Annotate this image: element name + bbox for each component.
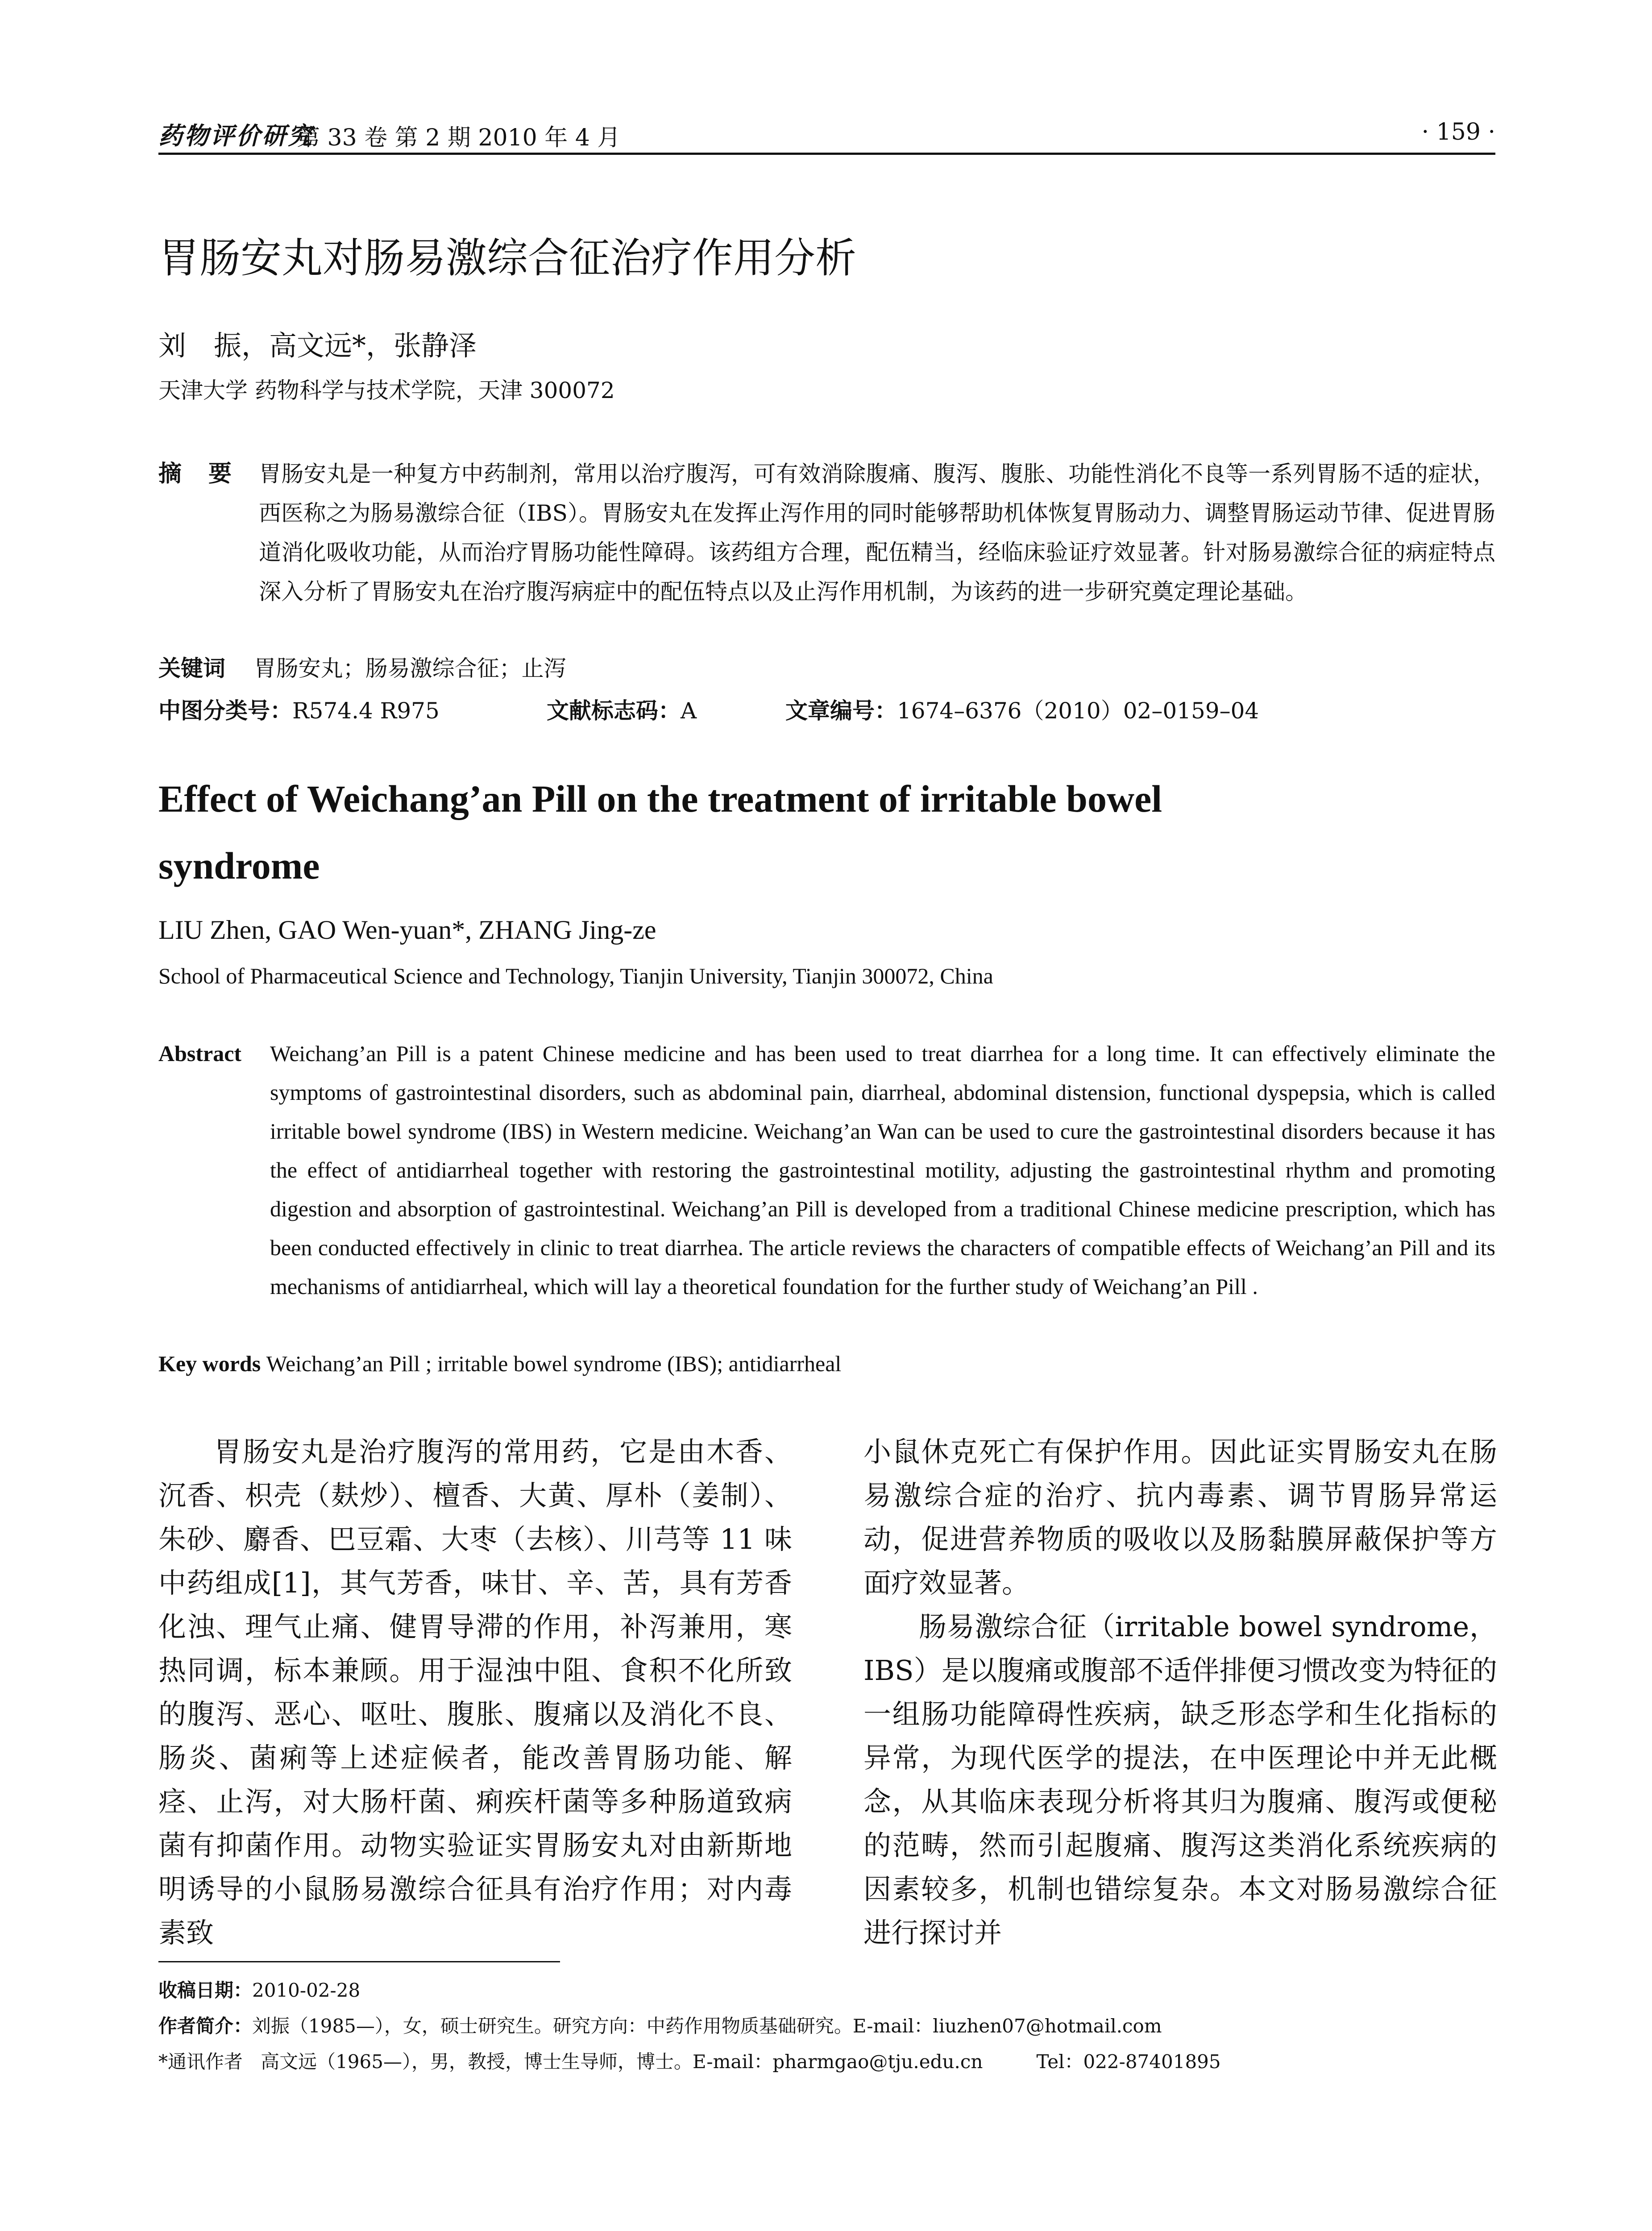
journal-logo: 药物评价研究 bbox=[158, 121, 314, 150]
received-label: 收稿日期： bbox=[158, 1979, 253, 2001]
cn-authors: 刘 振，高文远*，张静泽 bbox=[158, 329, 477, 362]
en-authors: LIU Zhen, GAO Wen-yuan*, ZHANG Jing-ze bbox=[158, 915, 656, 945]
footnote-received bbox=[158, 1976, 360, 2003]
doc-value: A bbox=[681, 698, 697, 724]
body-left-column bbox=[158, 1430, 792, 1955]
cn-affiliation: 天津大学 药物科学与技术学院，天津 300072 bbox=[158, 377, 615, 403]
cn-keywords-label: 关键词 bbox=[158, 655, 225, 681]
footnote-author bbox=[158, 2011, 1162, 2038]
article-value: 1674–6376（2010）02–0159–04 bbox=[897, 698, 1259, 724]
cn-classification bbox=[158, 693, 1495, 724]
en-abstract-text: Weichang’an Pill is a patent Chinese medicine and has been used to treat diarrhea for a long time. It can effectively eliminate the symptoms of gastrointestinal disorders, such as abdominal pain, diarrheal, abdominal distension, functional dyspepsia, which is called irritable bowel syndrome (IBS) in Western medicine. Weichang’an Wan can be used to cure the gastrointestinal disorders because it has the effect of antidiarrheal together with restoring the gastrointestinal motility, adjusting the gastrointestinal rhythm and promoting digestion and absorption of gastrointestinal. Weichang’an Pill is developed from a traditional Chinese medicine prescription, which has been conducted effectively in clinic to treat diarrhea. The article reviews the characters of compatible effects of Weichang’an Pill and its mechanisms of antidiarrheal, which will lay a theoretical foundation for the further study of Weichang’an Pill . bbox=[270, 1041, 1495, 1299]
body-paragraph: 胃肠安丸是治疗腹泻的常用药，它是由木香、沉香、枳壳（麸炒）、檀香、大黄、厚朴（姜制）、朱砂、麝香、巴豆霜、大枣（去核）、川芎等 11 味中药组成[1]，其气芳香，味甘、辛、苦，具有芳香化浊、理气止痛、健胃导滞的作用，补泻兼用，寒热同调，标本兼顾。用于湿浊中阻、食积不化所致的腹泻、恶心、呕吐、腹胀、腹痛以及消化不良、肠炎、菌痢等上述症候者，能改善胃肠功能、解痉、止泻，对大肠杆菌、痢疾杆菌等多种肠道致病菌有抑菌作用。动物实验证实胃肠安丸对由新斯地明诱导的小鼠肠易激综合征具有治疗作用；对内毒素致 bbox=[158, 1435, 792, 1949]
doc-label: 文献标志码： bbox=[547, 698, 681, 724]
en-keywords bbox=[158, 1351, 841, 1377]
cn-keywords bbox=[158, 651, 566, 683]
cn-abstract-label: 摘要 bbox=[158, 460, 259, 487]
corr-label: *通讯作者 bbox=[158, 2051, 243, 2073]
body-paragraph: 肠易激综合征（irritable bowel syndrome，IBS）是以腹痛或腹部不适伴排便习惯改变为特征的一组肠功能障碍性疾病，缺乏形态学和生化指标的异常，为现代医学的提法，在中医理论中并无此概念，从其临床表现分析将其归为腹痛、腹泻或便秘的范畴，然而引起腹痛、腹泻这类消化系统疾病的因素较多，机制也错综复杂。本文对肠易激综合征进行探讨并 bbox=[863, 1610, 1497, 1949]
received-date: 2010-02-28 bbox=[252, 1979, 361, 2001]
author-bio: 刘振（1985—），女，硕士研究生。研究方向：中药作用物质基础研究。E-mail：liuzhen07@hotmail.com bbox=[252, 2015, 1162, 2037]
footnote-corresponding bbox=[158, 2047, 1221, 2074]
issue-info: 第 33 卷 第 2 期 2010 年 4 月 bbox=[297, 124, 621, 151]
en-abstract bbox=[158, 1034, 1495, 1342]
footnote-divider bbox=[158, 1961, 560, 1962]
en-keywords-text: Weichang’an Pill ; irritable bowel syndrome (IBS); antidiarrheal bbox=[266, 1351, 842, 1376]
running-header bbox=[158, 117, 1495, 155]
page-number: · 159 · bbox=[1421, 119, 1495, 145]
en-keywords-label: Key words bbox=[158, 1351, 261, 1376]
corr-tel: Tel：022-87401895 bbox=[1036, 2051, 1221, 2073]
body-right-column bbox=[863, 1430, 1497, 1955]
cn-title: 胃肠安丸对肠易激综合征治疗作用分析 bbox=[158, 234, 857, 282]
article-label: 文章编号： bbox=[785, 698, 897, 724]
en-affiliation: School of Pharmaceutical Science and Technology, Tianjin University, Tianjin 300072, China bbox=[158, 963, 993, 988]
en-abstract-label: Abstract bbox=[158, 1041, 242, 1066]
cn-keywords-text: 胃肠安丸；肠易激综合征；止泻 bbox=[253, 655, 566, 681]
cls-label: 中图分类号： bbox=[158, 698, 292, 724]
cn-abstract bbox=[158, 454, 1495, 651]
corr-info: 高文远（1965—），男，教授，博士生导师，博士。E-mail：pharmgao@tju.edu.cn bbox=[261, 2051, 983, 2073]
en-title: Effect of Weichang’an Pill on the treatment of irritable bowel syndrome bbox=[158, 777, 1162, 887]
body-paragraph: 小鼠休克死亡有保护作用。因此证实胃肠安丸在肠易激综合症的治疗、抗内毒素、调节胃肠异常运动，促进营养物质的吸收以及肠黏膜屏蔽保护等方面疗效显著。 bbox=[863, 1435, 1497, 1599]
cls-value: R574.4 R975 bbox=[292, 698, 440, 724]
author-label: 作者简介： bbox=[158, 2015, 253, 2037]
cn-abstract-text: 胃肠安丸是一种复方中药制剂，常用以治疗腹泻，可有效消除腹痛、腹泻、腹胀、功能性消化不良等一系列胃肠不适的症状，西医称之为肠易激综合征（IBS）。胃肠安丸在发挥止泻作用的同时能够帮助机体恢复胃肠动力、调整胃肠运动节律、促进胃肠道消化吸收功能，从而治疗胃肠功能性障碍。该药组方合理，配伍精当，经临床验证疗效显著。针对肠易激综合征的病症特点深入分析了胃肠安丸在治疗腹泻病症中的配伍特点以及止泻作用机制，为该药的进一步研究奠定理论基础。 bbox=[259, 461, 1495, 605]
